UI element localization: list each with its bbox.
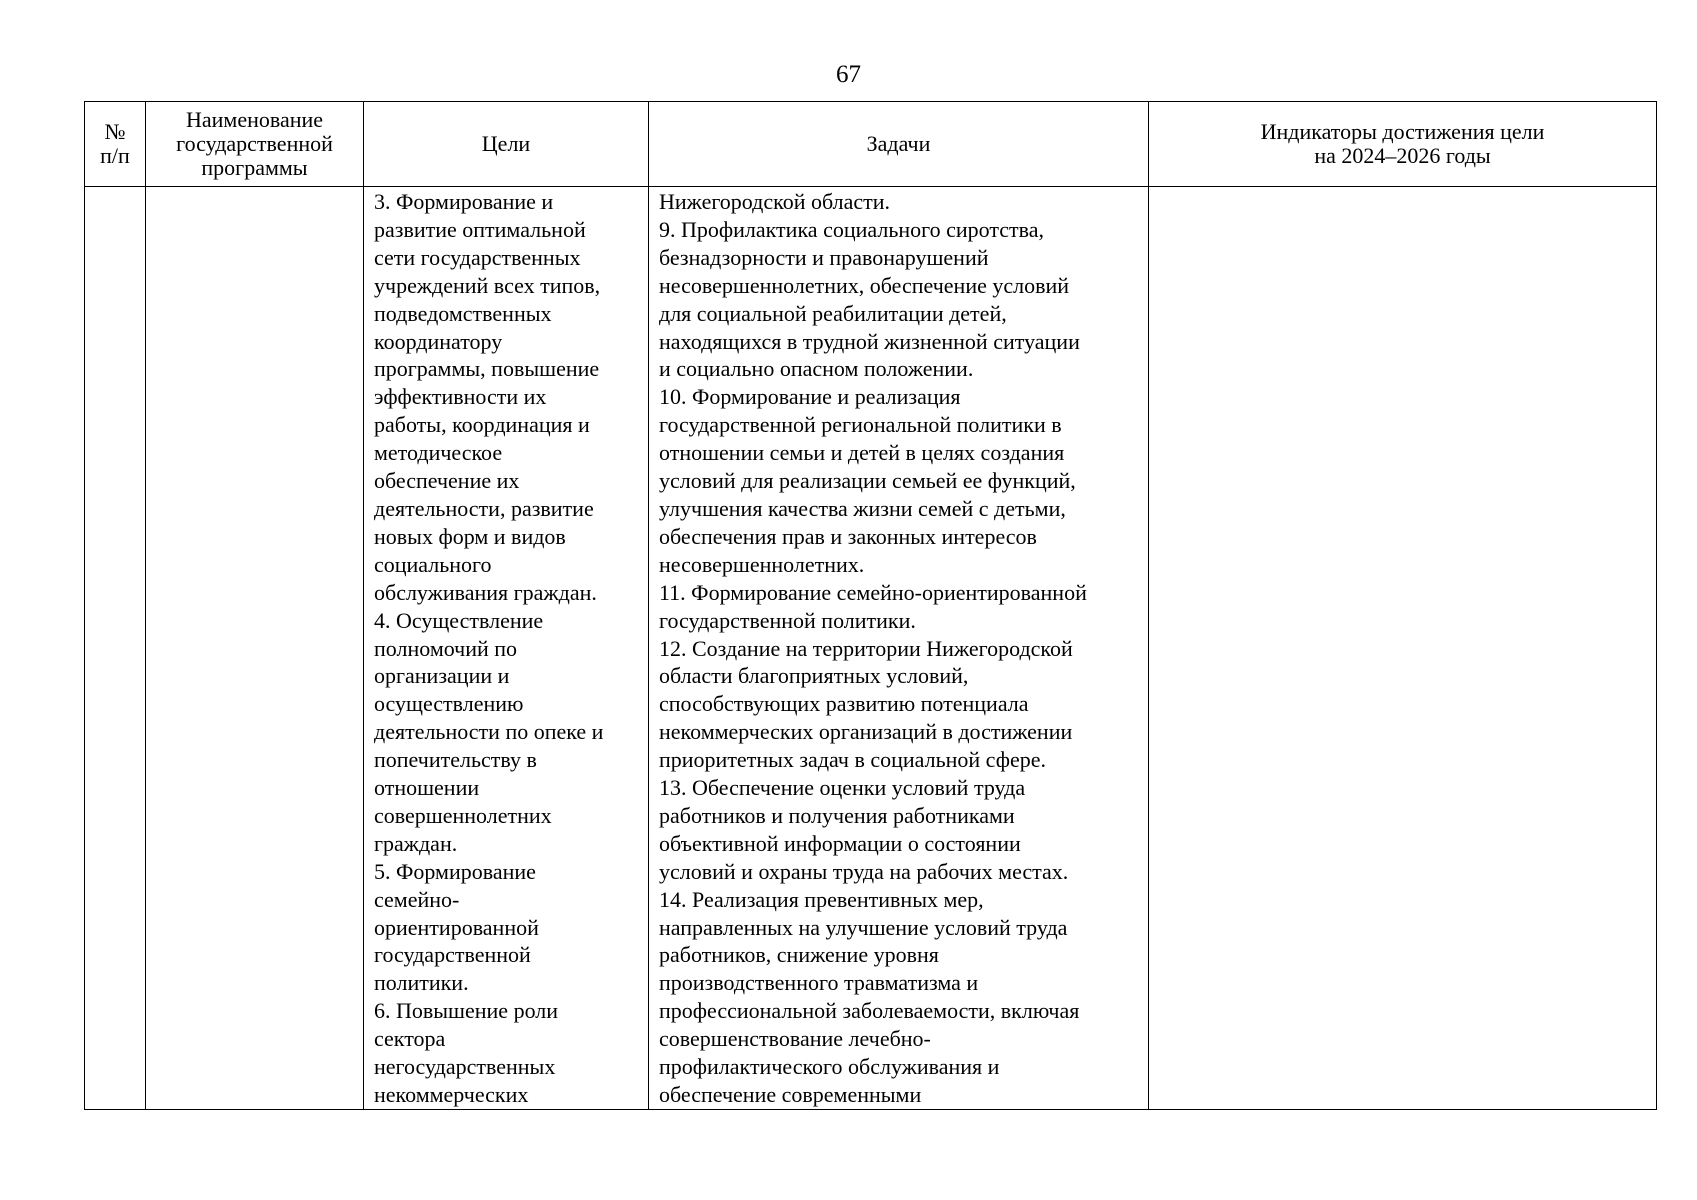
cell-indicators [1149,187,1657,1110]
cell-num [85,187,146,1110]
cell-tasks: Нижегородской области. 9. Профилактика социального сиротства, безнадзорности и правонарушений несовершеннолетних, обеспечение условий для социальной реабилитации детей, находящихся в трудной жизненной ситуации и социально опасном положении. 10. Формирование и реализация государственной региональной политики в отношении семьи и детей в целях создания условий для реализации семьей ее функций, улучшения качества жизни семей с детьми, обеспечения прав и законных интересов несовершеннолетних. 11. Формирование семейно-ориентированной государственной политики. 12. Создание на территории Нижегородской области благоприятных условий, способствующих развитию потенциала некоммерческих организаций в достижении приоритетных задач в социальной сфере. 13. Обеспечение оценки условий труда работников и получения работниками объективной информации о состоянии условий и охраны труда на рабочих местах. 14. Реализация превентивных мер, направленных на улучшение условий труда работников, снижение уровня производственного травматизма и профессиональной заболеваемости, включая совершенствование лечебно- профилактического обслуживания и обеспечение современными [649,187,1149,1110]
header-goals: Цели [364,102,649,187]
header-num: № п/п [85,102,146,187]
cell-goals: 3. Формирование и развитие оптимальной сети государственных учреждений всех типов, подведомственных координатору программы, повышение эффективности их работы, координация и методическое обеспечение их деятельности, развитие новых форм и видов социального обслуживания граждан. 4. Осуществление полномочий по организации и осуществлению деятельности по опеке и попечительству в отношении совершеннолетних граждан. 5. Формирование семейно- ориентированной государственной политики. 6. Повышение роли сектора негосударственных некоммерческих [364,187,649,1110]
table-header-row [85,102,1657,187]
cell-program-name [146,187,364,1110]
table-row [85,187,1657,1110]
goals-tasks-table [84,101,1657,1110]
header-indicators: Индикаторы достижения цели на 2024–2026 годы [1149,102,1657,187]
page-number: 67 [836,61,861,88]
header-tasks: Задачи [649,102,1149,187]
header-program-name: Наименование государственной программы [146,102,364,187]
